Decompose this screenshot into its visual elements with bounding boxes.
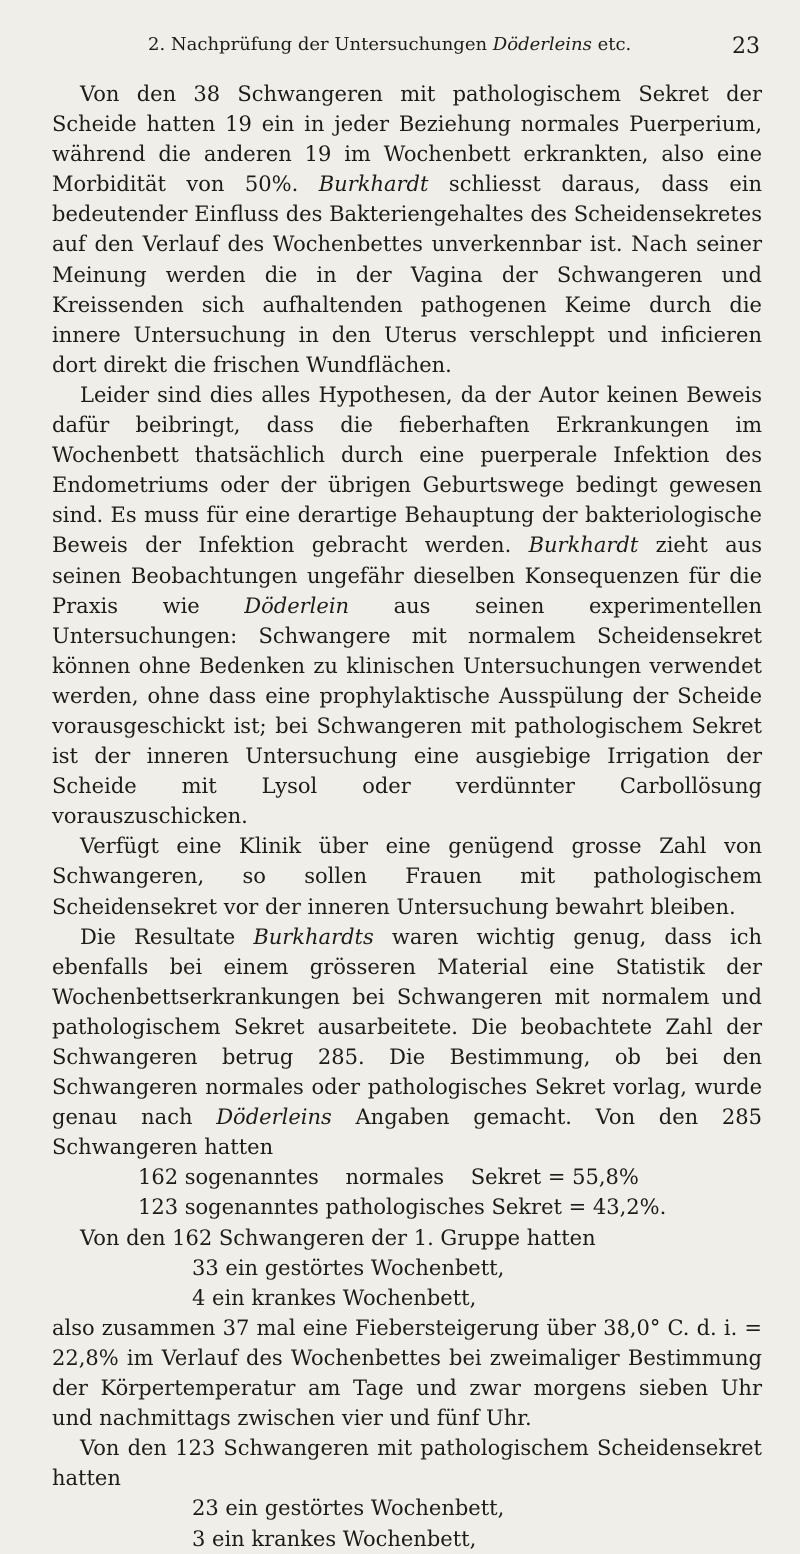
body-text [52, 79, 762, 1554]
paragraph-1: Von den 38 Schwangeren mit pathologischem Sekret der Scheide hatten 19 ein in jeder Beziehung normales Puerperium, während die anderen 19 im Wochenbett erkrankten, also eine Morbidität von 50%. Burkhardt schliesst daraus, dass ein bedeutender Einfluss des Bakteriengehaltes des Scheidensekretes auf den Verlauf des Wochenbettes unverkennbar ist. Nach seiner Meinung werden die in der Vagina der Schwangeren und Kreissenden sich aufhaltenden pathogenen Keime durch die innere Untersuchung in den Uterus verschleppt und inficieren dort direkt die frischen Wundflächen. [52, 82, 762, 377]
group2-sick: 3 ein krankes Wochenbett, [192, 1526, 477, 1551]
statistic-pathological: 123 sogenanntes pathologisches Sekret = 43,2%. [138, 1195, 667, 1220]
group1-disturbed: 33 ein gestörtes Wochenbett, [192, 1255, 505, 1280]
paragraph-5: Von den 162 Schwangeren der 1. Gruppe hatten [80, 1225, 596, 1250]
paragraph-7: Von den 123 Schwangeren mit pathologischem Scheidensekret hatten [52, 1436, 762, 1491]
paragraph-4: Die Resultate Burkhardts waren wichtig genug, dass ich ebenfalls bei einem grösseren Material eine Statistik der Wochenbettserkrankungen bei Schwangeren mit normalem und pathologischem Sekret ausarbeitete. Die beobachtete Zahl der Schwangeren betrug 285. Die Bestimmung, ob bei den Schwangeren normales oder pathologisches Sekret vorlag, wurde genau nach Döderleins Angaben gemacht. Von den 285 Schwangeren hatten [52, 924, 763, 1160]
paragraph-6: also zusammen 37 mal eine Fiebersteigerung über 38,0° C. d. i. = 22,8% im Verlauf des Wochenbettes bei zweimaliger Bestimmung der Körpertemperatur am Tage und zwar morgens sieben Uhr und nachmittags zwischen vier und fünf Uhr. [52, 1315, 762, 1431]
statistic-normal: 162 sogenanntes normales Sekret = 55,8% [138, 1165, 639, 1190]
paragraph-3: Verfügt eine Klinik über eine genügend grosse Zahl von Schwangeren, so sollen Frauen mit pathologischem Scheidensekret vor der inneren Untersuchung bewahrt bleiben. [52, 834, 762, 919]
paragraph-2: Leider sind dies alles Hypothesen, da der Autor keinen Beweis dafür beibringt, dass die fieberhaften Erkrankungen im Wochenbett thatsächlich durch eine puerperale Infektion des Endometriums oder der übrigen Geburtswege bedingt gewesen sind. Es muss für eine derartige Behauptung der bakteriologische Beweis der Infektion gebracht werden. Burkhardt zieht aus seinen Beobachtungen ungefähr dieselben Konsequenzen für die Praxis wie Döderlein aus seinen experimentellen Untersuchungen: Schwangere mit normalem Scheidensekret können ohne Bedenken zu klinischen Untersuchungen verwendet werden, ohne dass eine prophylaktische Ausspülung der Scheide vorausgeschickt ist; bei Schwangeren mit pathologischem Sekret ist der inneren Untersuchung eine ausgiebige Irrigation der Scheide mit Lysol oder verdünnter Carbollösung vorauszuschicken. [52, 382, 762, 829]
running-title: 2. Nachprüfung der Untersuchungen Döderleins etc. [148, 34, 632, 55]
group2-disturbed: 23 ein gestörtes Wochenbett, [192, 1496, 505, 1521]
page-number: 23 [732, 34, 760, 59]
page-header [140, 34, 760, 60]
group1-sick: 4 ein krankes Wochenbett, [192, 1285, 477, 1310]
